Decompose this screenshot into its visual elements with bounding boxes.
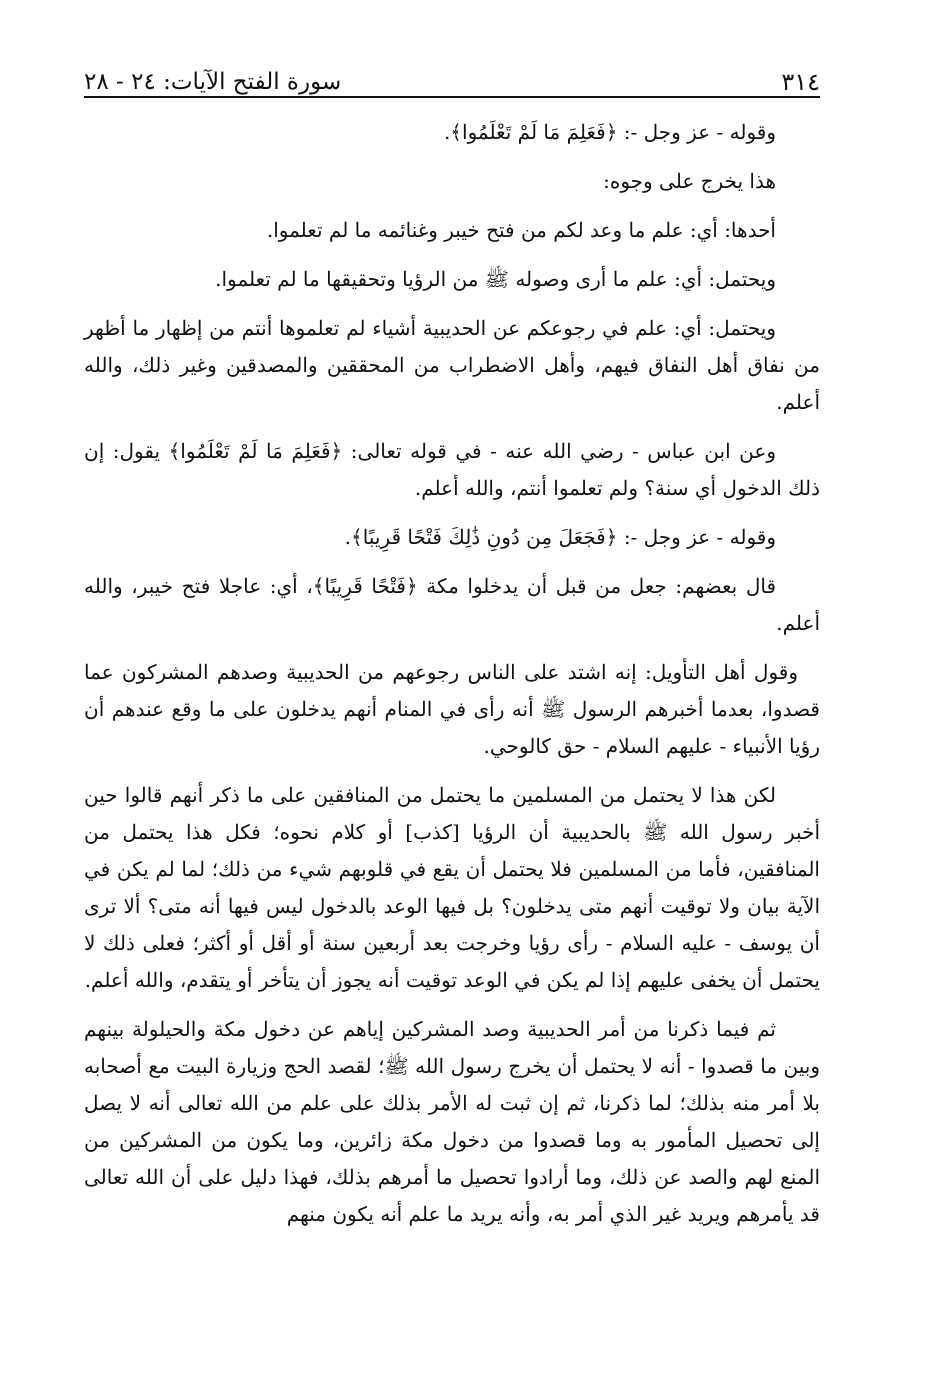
page-header xyxy=(84,54,820,98)
running-title: سورة الفتح الآيات: ٢٤ - ٢٨ xyxy=(84,69,342,95)
paragraph: قال بعضهم: جعل من قبل أن يدخلوا مكة ﴿فَتْحًا قَرِيبًا﴾، أي: عاجلا فتح خيبر، والله أعلم. xyxy=(84,574,820,635)
paragraph: ويحتمل: أي: علم في رجوعكم عن الحديبية أشياء لم تعلموها أنتم من إظهار ما أظهر من نفاق أهل النفاق فيهم، وأهل الاضطراب من المحققين والمصدقين وغير ذلك، والله أعلم. xyxy=(84,316,820,414)
body-text xyxy=(84,114,820,1233)
book-page xyxy=(84,54,820,1245)
paragraph: وعن ابن عباس - رضي الله عنه - في قوله تعالى: ﴿فَعَلِمَ مَا لَمْ تَعْلَمُوا﴾ يقول: إن ذلك الدخول أي سنة؟ ولم تعلموا أنتم، والله أعلم. xyxy=(84,439,820,500)
paragraph: هذا يخرج على وجوه: xyxy=(603,169,776,193)
paragraph: وقوله - عز وجل -: ﴿فَجَعَلَ مِن دُونِ ذَٰلِكَ فَتْحًا قَرِيبًا﴾. xyxy=(344,525,776,549)
paragraph: وقول أهل التأويل: إنه اشتد على الناس رجوعهم من الحديبية وصدهم المشركون عما قصدوا، بعدما أخبرهم الرسول ﷺ أنه رأى في المنام أنهم يدخلون على ما وقع عندهم أن رؤيا الأنبياء - عليهم السلام - حق كالوحي. xyxy=(84,660,820,758)
paragraph: لكن هذا لا يحتمل من المسلمين ما يحتمل من المنافقين على ما ذكر أنهم قالوا حين أخبر رسول الله ﷺ بالحديبية أن الرؤيا [كذب] أو كلام نحوه؛ فكل هذا يحتمل من المنافقين، فأما من المسلمين فلا يحتمل أن يقع في قلوبهم شيء من ذلك؛ لما لم يكن في الآية بيان ولا توقيت أنهم متى يدخلون؟ بل فيها الوعد بالدخول ليس فيها أنه متى؟ ألا ترى أن يوسف - عليه السلام - رأى رؤيا وخرجت بعد أربعين سنة أو أقل أو أكثر؛ فعلى ذلك لا يحتمل أن يخفى عليهم إذا لم يكن في الوعد توقيت أنه يجوز أن يتأخر أو يتقدم، والله أعلم. xyxy=(84,783,821,992)
paragraph: ويحتمل: أي: علم ما أرى وصوله ﷺ من الرؤيا وتحقيقها ما لم تعلموا. xyxy=(215,267,776,291)
page-number: ٣١٤ xyxy=(781,68,820,96)
paragraph: وقوله - عز وجل -: ﴿فَعَلِمَ مَا لَمْ تَعْلَمُوا﴾. xyxy=(443,120,776,144)
paragraph: ثم فيما ذكرنا من أمر الحديبية وصد المشركين إياهم عن دخول مكة والحيلولة بينهم وبين ما قصدوا - أنه لا يحتمل أن يخرج رسول الله ﷺ؛ لقصد الحج وزيارة البيت مع أصحابه بلا أمر منه بذلك؛ لما ذكرنا، ثم إن ثبت له الأمر بذلك على علم من الله تعالى أنه لا يصل إلى تحصيل المأمور به وما قصدوا من دخول مكة زائرين، وما يكون من المشركين من المنع لهم والصد عن ذلك، وما أرادوا تحصيل ما أمرهم بذلك، فهذا دليل على أن الله تعالى قد يأمرهم ويريد غير الذي أمر به، وأنه يريد ما علم أنه يكون منهم xyxy=(84,1017,820,1226)
paragraph: أحدها: أي: علم ما وعد لكم من فتح خيبر وغنائمه ما لم تعلموا. xyxy=(266,218,776,242)
